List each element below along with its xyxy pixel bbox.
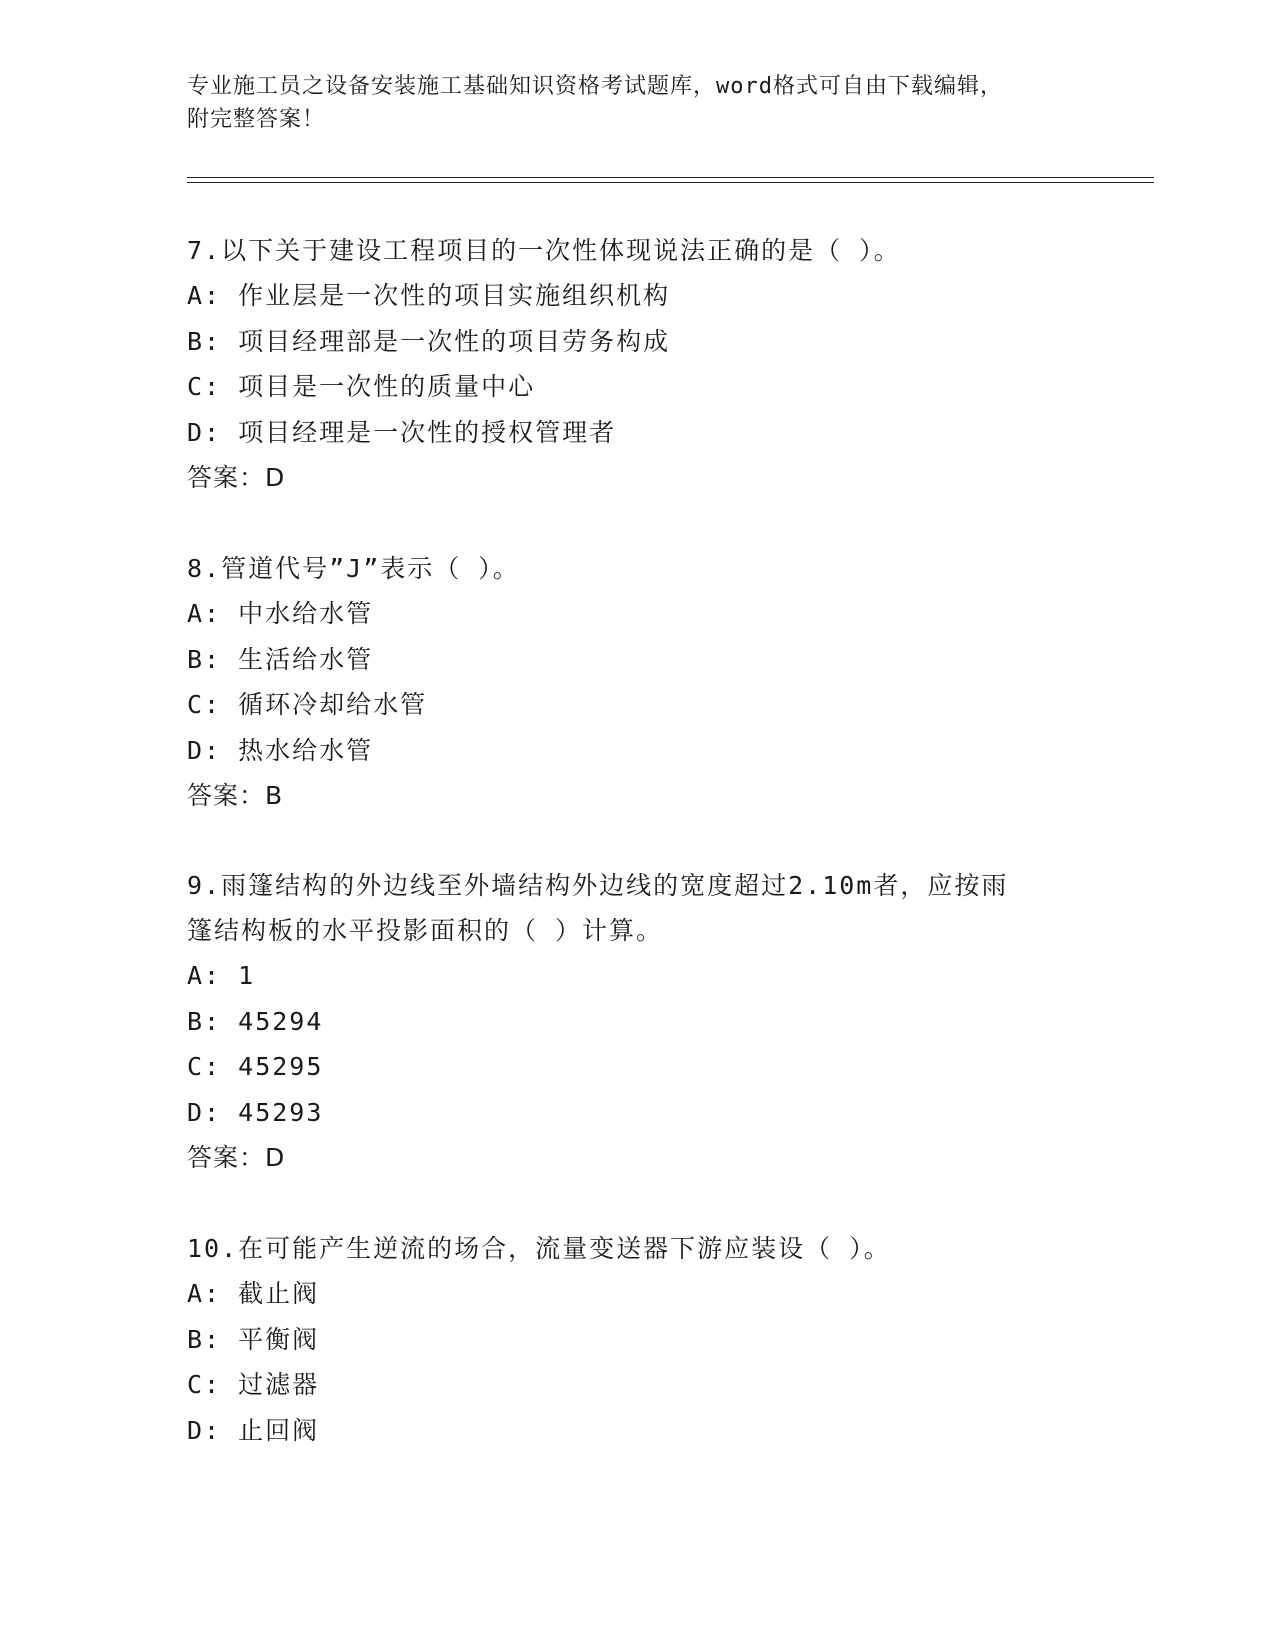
option-a: A: 截止阀 — [187, 1279, 320, 1308]
header-double-rule — [187, 177, 1154, 183]
option-c: C: 项目是一次性的质量中心 — [187, 372, 536, 401]
option-a: A: 作业层是一次性的项目实施组织机构 — [187, 281, 671, 310]
answer-line: 答案：D — [187, 463, 286, 492]
option-c: C: 45295 — [187, 1052, 324, 1081]
option-b: B: 平衡阀 — [187, 1324, 320, 1354]
question-stem: 10.在可能产生逆流的场合，流量变送器下游应装设（ ）。 — [187, 1234, 891, 1263]
question-stem-line-1: 9.雨篷结构的外边线至外墙结构外边线的宽度超过2.10m者，应按雨 — [187, 871, 1009, 900]
option-b: B: 项目经理部是一次性的项目劳务构成 — [187, 326, 671, 356]
option-d: D: 止回阀 — [187, 1415, 320, 1445]
answer-line: 答案：D — [187, 1143, 286, 1172]
option-b: B: 45294 — [187, 1006, 324, 1036]
question-stem-line-2: 篷结构板的水平投影面积的（ ）计算。 — [187, 916, 664, 945]
header-line-1: 专业施工员之设备安装施工基础知识资格考试题库，word格式可自由下载编辑， — [187, 74, 1003, 99]
question-8 — [187, 546, 1067, 819]
answer-line: 答案：B — [187, 781, 284, 810]
question-stem: 7.以下关于建设工程项目的一次性体现说法正确的是（ ）。 — [187, 236, 901, 265]
option-b: B: 生活给水管 — [187, 644, 374, 674]
option-c: C: 循环冷却给水管 — [187, 690, 428, 719]
option-c: C: 过滤器 — [187, 1370, 320, 1399]
option-a: A: 1 — [187, 961, 256, 990]
header-line-2: 附完整答案！ — [187, 107, 326, 132]
option-d: D: 项目经理是一次性的授权管理者 — [187, 417, 617, 447]
question-stem: 8.管道代号”J”表示（ ）。 — [187, 554, 520, 583]
option-a: A: 中水给水管 — [187, 599, 374, 628]
question-7 — [187, 228, 1067, 501]
option-d: D: 热水给水管 — [187, 735, 374, 765]
question-10 — [187, 1226, 1067, 1453]
document-header — [187, 70, 1067, 136]
option-d: D: 45293 — [187, 1097, 324, 1127]
question-9 — [187, 863, 1067, 1181]
